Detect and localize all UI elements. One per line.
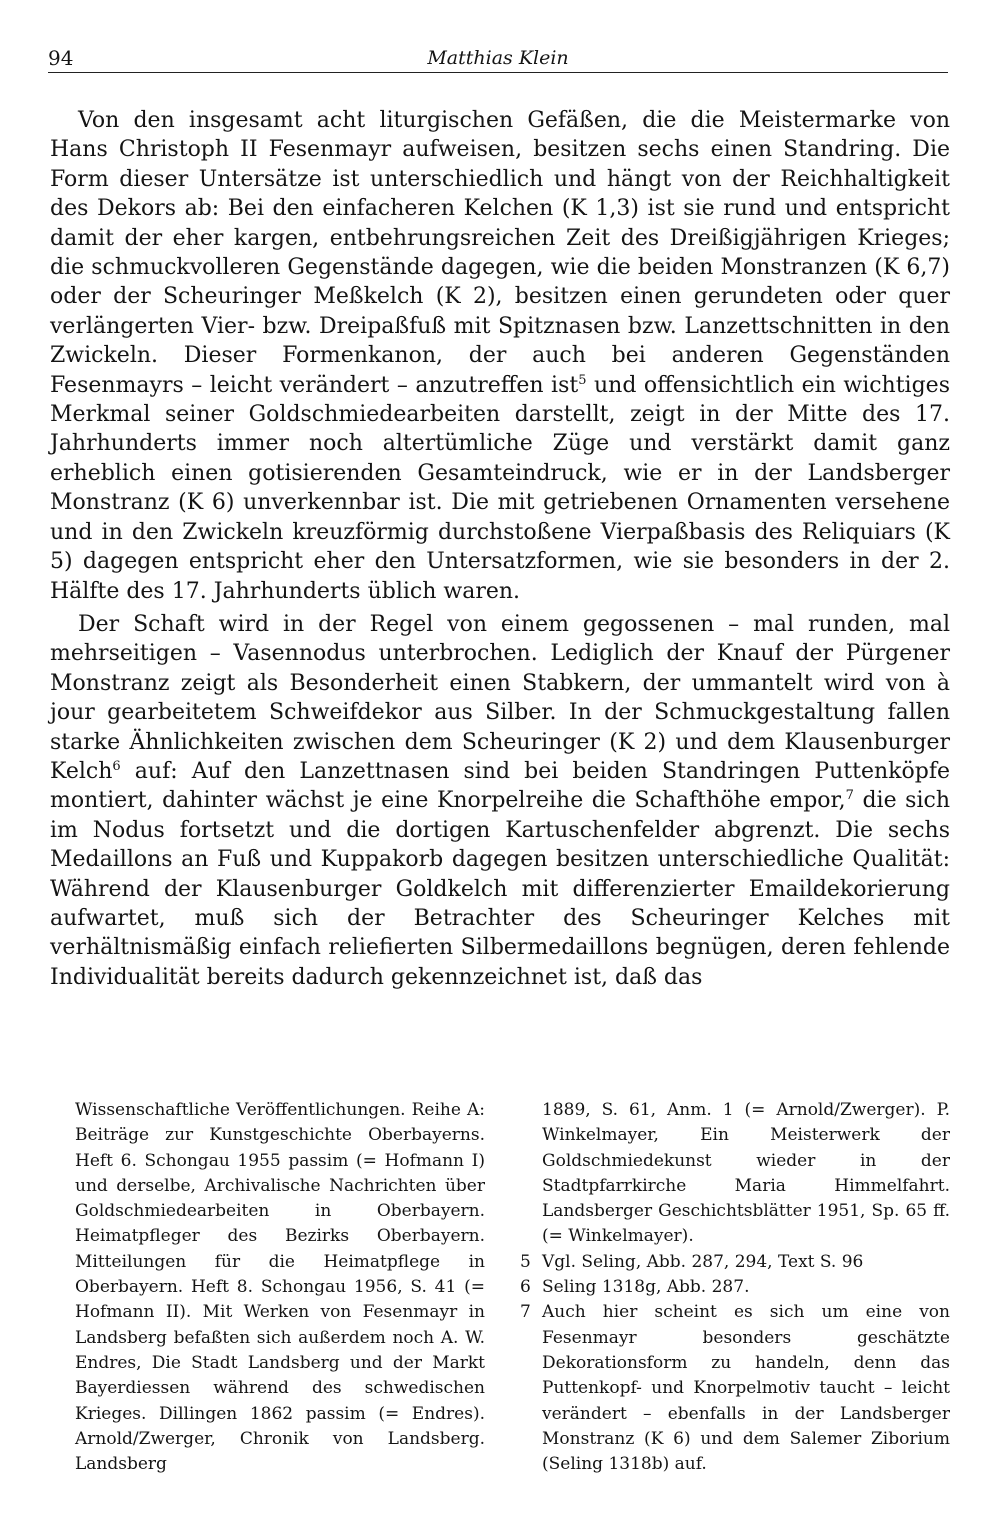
running-head bbox=[48, 46, 948, 73]
footnote-text: Vgl. Seling, Abb. 287, 294, Text S. 96 bbox=[542, 1251, 864, 1272]
footnote-number: 6 bbox=[520, 1277, 531, 1298]
paragraph-2-text-a: Der Schaft wird in der Regel von einem gegossenen – mal runden, mal mehrseitigen – Vasennodus unterbrochen. Lediglich der Knauf der Pürgener Monstranz zeigt als Besonderheit einen Stabkern, der ummantelt wird von à jour gearbeitetem Schweifdekor aus Silber. In der Schmuckgestaltung fallen starke Ähnlichkeiten zwischen dem Scheuringer (K 2) und dem Klausenburger Kelch bbox=[50, 611, 950, 784]
page-number: 94 bbox=[48, 46, 74, 70]
paragraph-1-text-a: Von den insgesamt acht liturgischen Gefäßen, die die Meistermarke von Hans Christoph II Fesenmayr aufweisen, besitzen sechs einen Standring. Die Form dieser Untersätze ist unterschiedlich und hängt von der Reichhaltigkeit des Dekors ab: Bei den einfacheren Kelchen (K 1,3) ist sie rund und entspricht damit der eher kargen, entbehrungsreichen Zeit des Dreißigjährigen Krieges; die schmuckvolleren Gegenstände dagegen, wie die beiden Monstranzen (K 6,7) oder der Scheuringer Meßkelch (K 2), besitzen einen gerundeten oder quer verlängerten Vier- bzw. Dreipaßfuß mit Spitznasen bzw. Lanzettschnitten in den Zwickeln. Dieser Formenkanon, der auch bei anderen Gegenständen Fesenmayrs – leicht verändert – anzutreffen ist bbox=[50, 108, 950, 398]
footnote-text: Auch hier scheint es sich um eine von Fesenmayr besonders geschätzte Dekorationsform zu handeln, denn das Puttenkopf- und Knorpelmotiv taucht – leicht verändert – ebenfalls in der Landsberger Monstranz (K 6) und dem Salemer Ziborium (Seling 1318b) auf. bbox=[542, 1302, 950, 1475]
footnote-ref-7[interactable]: 7 bbox=[845, 788, 854, 804]
paragraph-2-text-b: auf: Auf den Lanzettnasen sind bei beiden Standringen Puttenköpfe montiert, dahinter wächst je eine Knorpelreihe die Schafthöhe empor, bbox=[50, 758, 950, 814]
footnote-6 bbox=[520, 1275, 950, 1300]
footnote-4-continuation-end: 1889, S. 61, Anm. 1 (= Arnold/Zwerger). P. Winkelmayer, Ein Meisterwerk der Goldschmiedekunst wieder in der Stadtpfarrkirche Maria Himmelfahrt. Landsberger Geschichtsblätter 1951, Sp. 65 ff. (= Winkelmayer). bbox=[542, 1100, 950, 1247]
footnotes-right-column bbox=[520, 1098, 950, 1477]
footnote-4-continuation: Wissenschaftliche Veröffentlichungen. Reihe A: Beiträge zur Kunstgeschichte Oberbayerns. Heft 6. Schongau 1955 passim (= Hofmann I) und derselbe, Archivalische Nachrichten über Goldschmiedearbeiten in Oberbayern. Heimatpfleger des Bezirks Oberbayern. Mitteilungen für die Heimatpflege in Oberbayern. Heft 8. Schongau 1956, S. 41 (= Hofmann II). Mit Werken von Fesenmayr in Landsberg befaßten sich außerdem noch A. W. Endres, Die Stadt Landsberg und der Markt Bayerdiessen während des schwedischen Krieges. Dillingen 1862 passim (= Endres). Arnold/Zwerger, Chronik von Landsberg. Landsberg bbox=[75, 1100, 485, 1475]
main-text bbox=[50, 106, 950, 992]
body-paragraph-2 bbox=[50, 610, 950, 992]
footnote-5 bbox=[520, 1250, 950, 1275]
footnote-number: 5 bbox=[520, 1251, 531, 1272]
body-paragraph-1 bbox=[50, 106, 950, 606]
footnote-7 bbox=[520, 1300, 950, 1477]
footnotes-left-column bbox=[75, 1098, 485, 1477]
paragraph-1-text-b: und offensichtlich ein wichtiges Merkmal seiner Goldschmiedearbeiten darstellt, zeigt in der Mitte des 17. Jahrhunderts immer noch altertümliche Züge und verstärkt damit ganz erheblich einen gotisierenden Gesamteindruck, wie er in der Landsberger Monstranz (K 6) unverkennbar ist. Die mit getriebenen Ornamenten versehene und in den Zwickeln kreuzförmig durchstoßene Vierpaßbasis des Reliquiars (K 5) dagegen entspricht eher den Untersatzformen, wie sie besonders in der 2. Hälfte des 17. Jahrhunderts üblich waren. bbox=[50, 372, 950, 604]
running-title: Matthias Klein bbox=[427, 47, 569, 69]
paragraph-2-text-c: die sich im Nodus fortsetzt und die dortigen Kartuschenfelder abgrenzt. Die sechs Medaillons an Fuß und Kuppakorb dagegen besitzen unterschiedliche Qualität: Während der Klausenburger Goldkelch mit differenzierter Emaildekorierung aufwartet, muß sich der Betrachter des Scheuringer Kelches mit verhältnismäßig einfach reliefierten Silbermedaillons begnügen, deren fehlende Individualität bereits dadurch gekennzeichnet ist, daß das bbox=[50, 788, 950, 990]
footnote-text: Seling 1318g, Abb. 287. bbox=[542, 1277, 750, 1298]
footnote-ref-6[interactable]: 6 bbox=[112, 758, 121, 774]
footnote-ref-5[interactable]: 5 bbox=[578, 372, 587, 388]
footnote-number: 7 bbox=[520, 1302, 531, 1323]
